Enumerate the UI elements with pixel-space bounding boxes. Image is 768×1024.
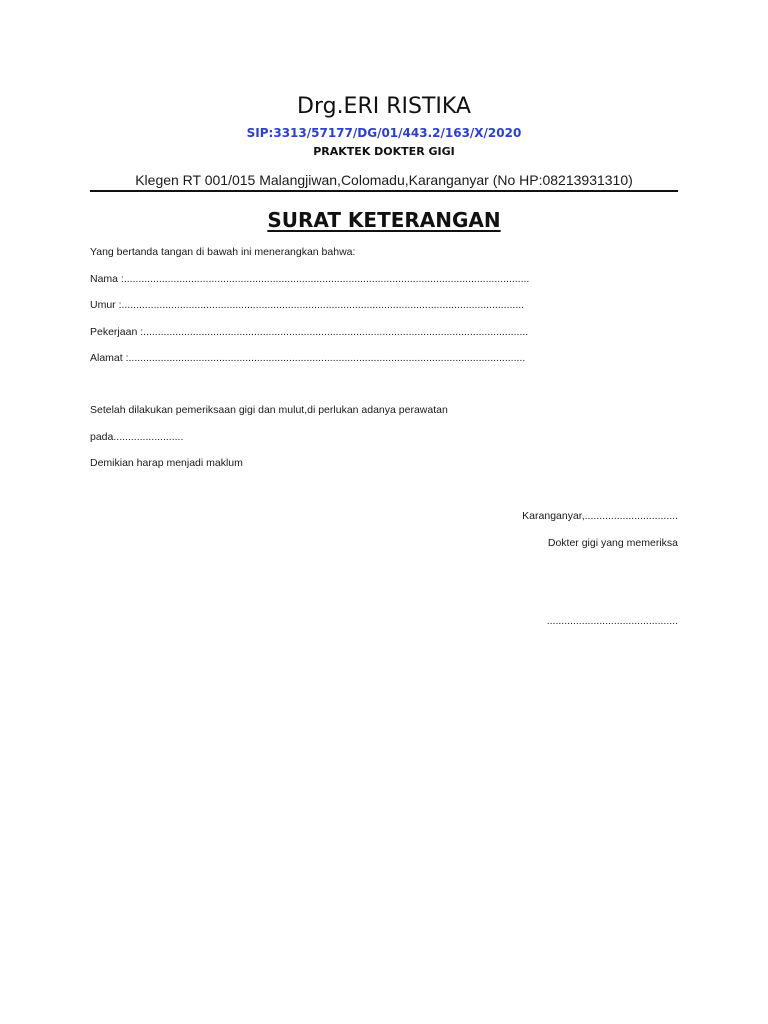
body-text-line-2: pada........................ (90, 431, 184, 443)
doctor-name: Drg.ERI RISTIKA (297, 94, 471, 119)
signature-role: Dokter gigi yang memeriksa (547, 537, 678, 549)
closing-text: Demikian harap menjadi maklum (90, 457, 243, 469)
field-pekerjaan: Pekerjaan :.................................................................................................................................... (90, 326, 529, 338)
intro-text: Yang bertanda tangan di bawah ini menerangkan bahwa: (90, 246, 356, 258)
body-text-line-1: Setelah dilakukan pemeriksaan gigi dan mulut,di perlukan adanya perawatan (90, 404, 448, 416)
field-nama: Nama :........................................................................................................................................... (90, 273, 530, 285)
field-umur: Umur :.......................................................................................................................................... (90, 299, 525, 311)
practice-label: PRAKTEK DOKTER GIGI (313, 145, 455, 158)
header-divider (90, 190, 678, 192)
document-title: SURAT KETERANGAN (267, 208, 501, 232)
signature-place-date: Karanganyar,................................ (522, 510, 678, 522)
field-alamat: Alamat :........................................................................................................................................ (90, 352, 526, 364)
practice-address: Klegen RT 001/015 Malangjiwan,Colomadu,Karanganyar (No HP:08213931310) (135, 172, 633, 188)
license-number: SIP:3313/57177/DG/01/443.2/163/X/2020 (246, 126, 522, 140)
signature-name-line: ............................................. (546, 615, 678, 627)
